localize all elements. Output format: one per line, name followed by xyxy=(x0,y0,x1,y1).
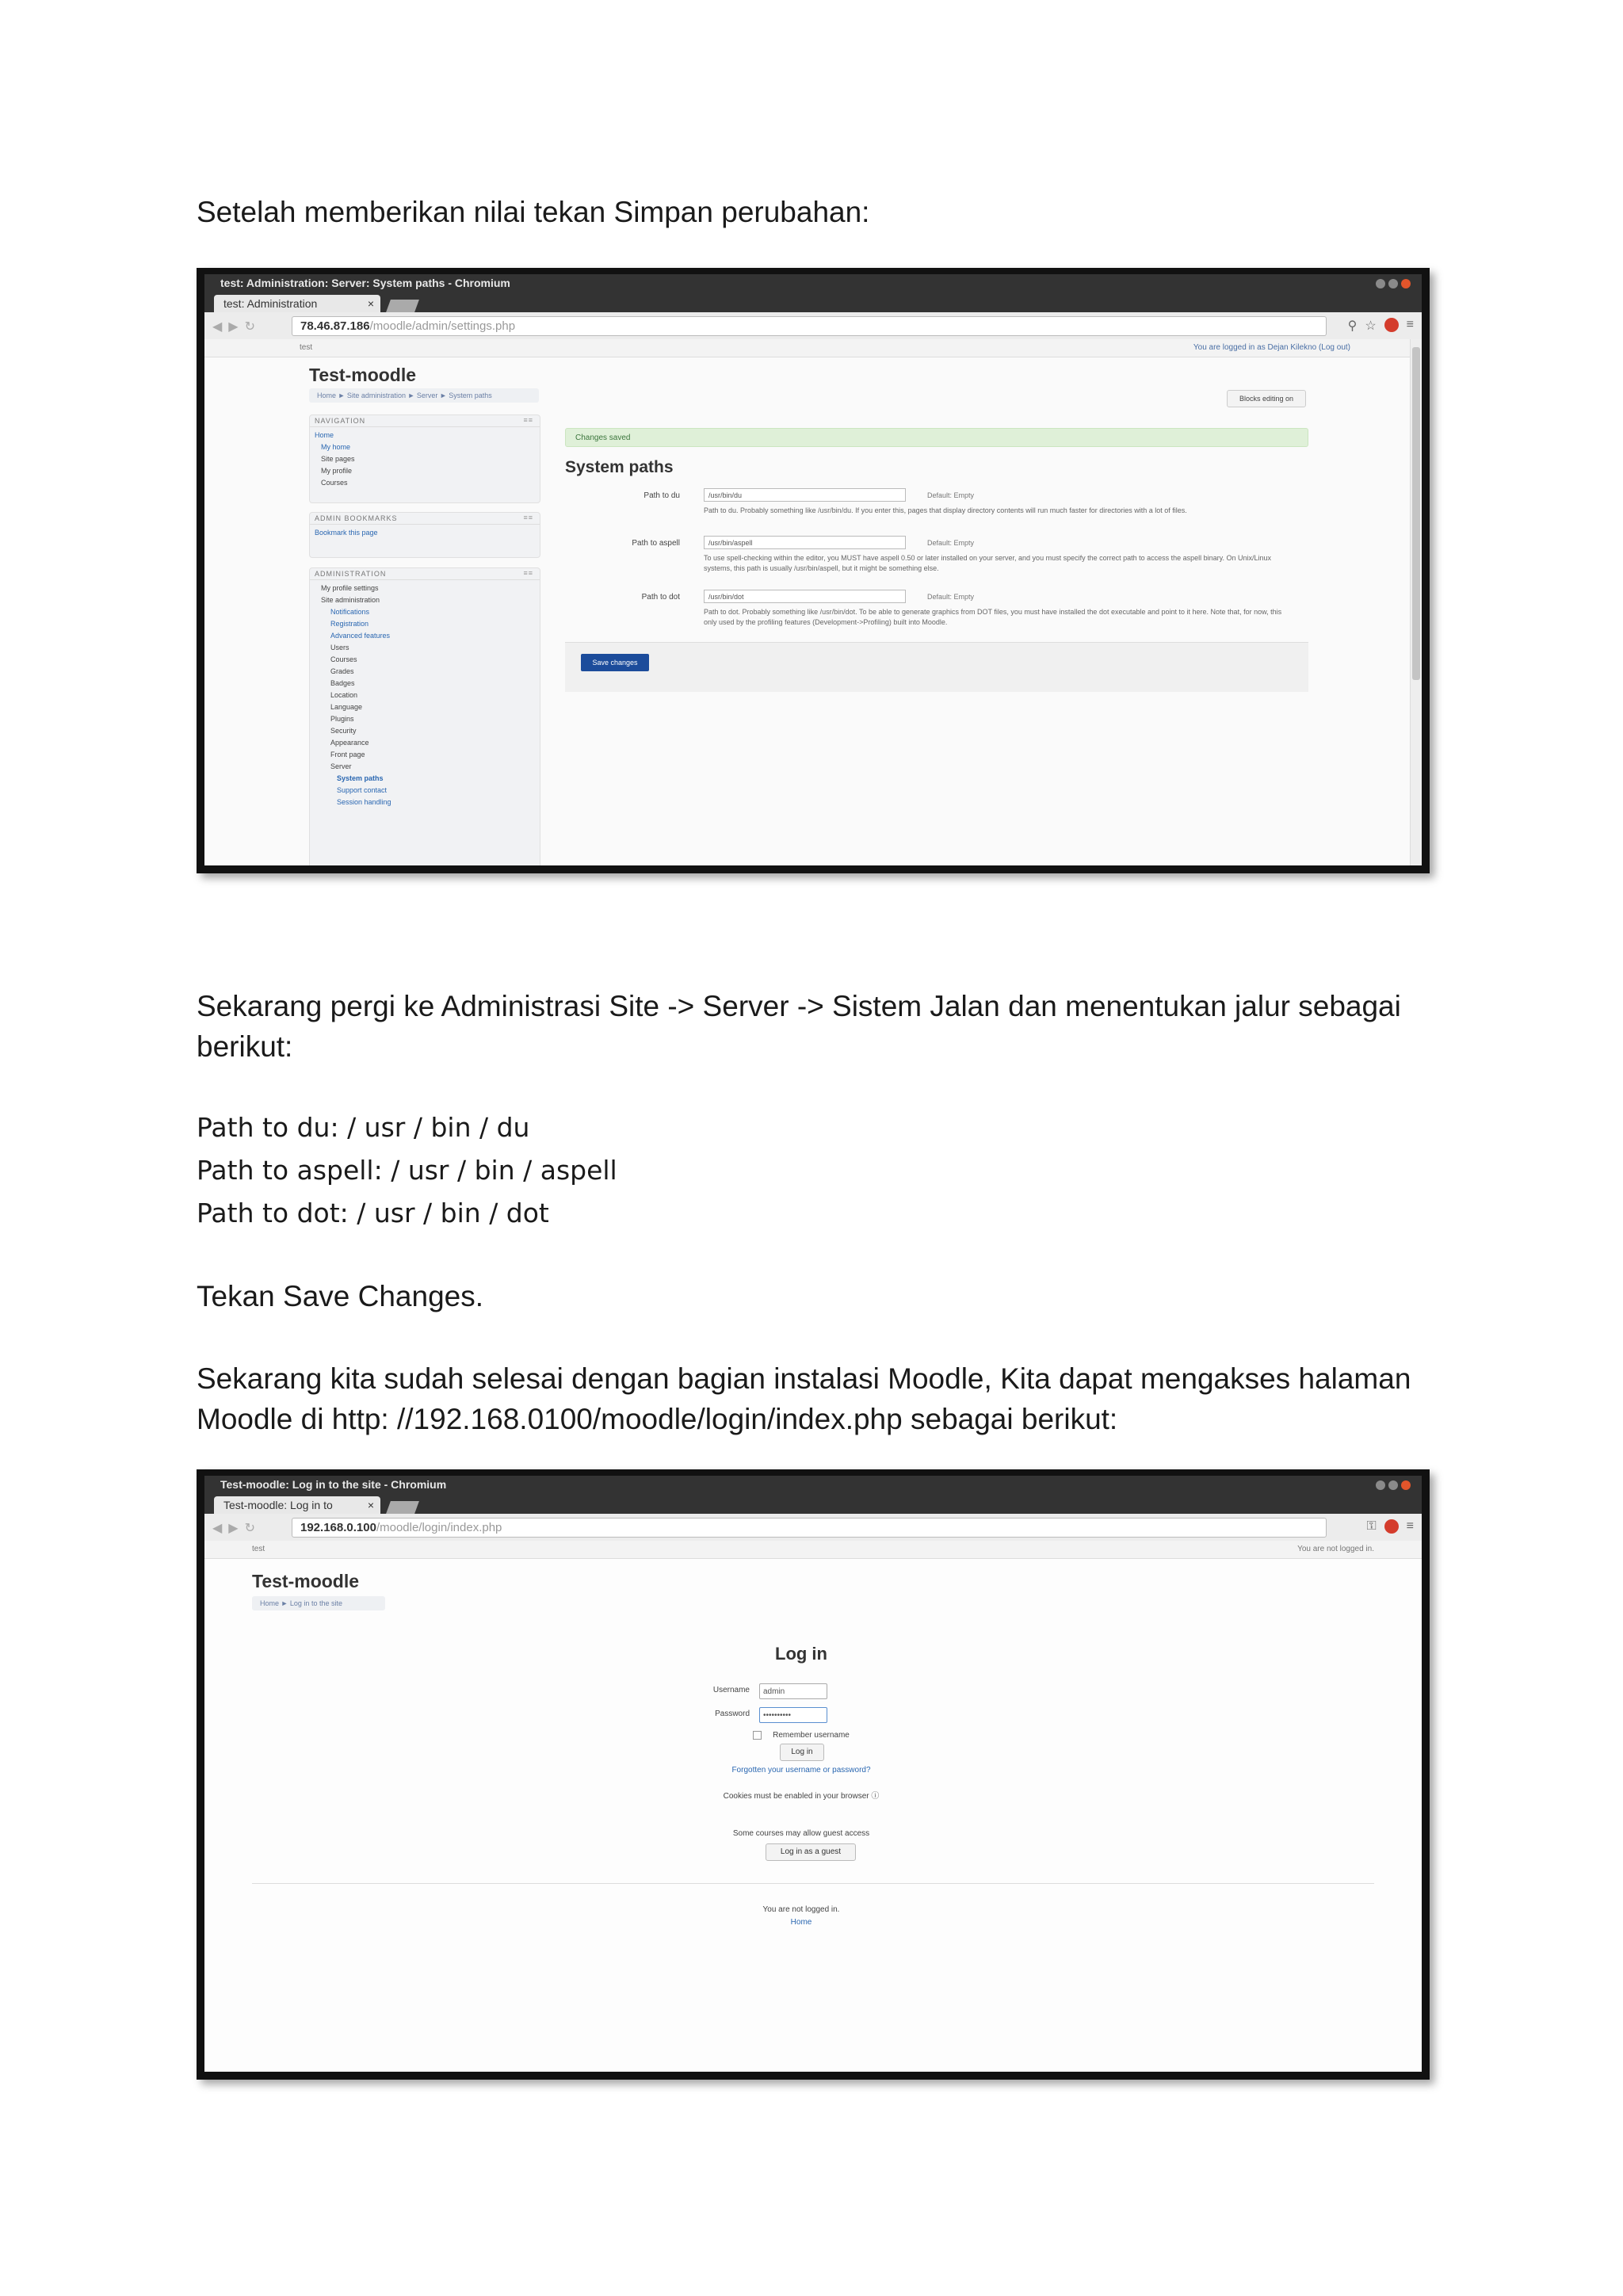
search-icon[interactable]: ⚲ xyxy=(1347,319,1358,333)
moodle-topbar xyxy=(204,1541,1422,1559)
screenshot-system-paths xyxy=(197,268,1430,873)
admin-bookmarks-block xyxy=(309,512,540,558)
browser-toolbar xyxy=(204,1514,1422,1541)
setting-label-aspell: Path to aspell xyxy=(632,539,680,548)
admin-item[interactable]: My profile settings xyxy=(321,584,379,592)
nav-item-courses[interactable]: Courses xyxy=(321,479,348,487)
admin-item[interactable]: Front page xyxy=(330,751,365,758)
setting-label-dot: Path to dot xyxy=(641,593,680,602)
bookmarks-title: ADMIN BOOKMARKS ≡≡ xyxy=(310,513,540,525)
administration-title: ADMINISTRATION ≡≡ xyxy=(310,568,540,580)
instruction-text: Sekarang pergi ke Administrasi Site -> Server -> Sistem Jalan dan menentukan jalur sebagai berikut: xyxy=(197,990,1401,1063)
admin-item[interactable]: Location xyxy=(330,691,358,699)
window-titlebar xyxy=(204,274,1422,292)
toolbar-icons xyxy=(1366,1519,1414,1534)
username-label: Username xyxy=(712,1686,750,1694)
path-aspell-input[interactable]: /usr/bin/aspell xyxy=(704,536,906,549)
nav-buttons[interactable]: ◀▶↻ xyxy=(212,320,262,334)
admin-item[interactable]: Courses xyxy=(330,655,357,663)
admin-item[interactable]: Session handling xyxy=(337,798,391,806)
changes-saved-notice: Changes saved xyxy=(565,428,1308,447)
new-tab-button[interactable] xyxy=(386,300,419,312)
address-bar[interactable]: 78.46.87.186/moodle/admin/settings.php xyxy=(292,316,1327,336)
cookies-note: Cookies must be enabled in your browser ⓘ xyxy=(723,1792,880,1801)
intro-text: Setelah memberikan nilai tekan Simpan perubahan: xyxy=(197,196,870,228)
browser-tab[interactable]: test: Administration × xyxy=(214,295,380,312)
navigation-title: NAVIGATION ≡≡ xyxy=(310,415,540,427)
blocks-editing-button[interactable]: Blocks editing on xyxy=(1227,390,1306,407)
path-aspell-line: Path to aspell: / usr / bin / aspell xyxy=(197,1155,617,1186)
extension-icon[interactable] xyxy=(1384,318,1399,332)
login-info[interactable]: You are logged in as Dejan Kilekno (Log out) xyxy=(1193,343,1350,352)
path-du-input[interactable]: /usr/bin/du xyxy=(704,488,906,502)
key-icon[interactable]: ⚿ xyxy=(1366,1519,1377,1533)
nav-item-my-home[interactable]: My home xyxy=(321,443,351,451)
guest-login-button[interactable]: Log in as a guest xyxy=(766,1843,856,1861)
admin-item[interactable]: Security xyxy=(330,727,357,735)
username-input[interactable]: admin xyxy=(759,1683,827,1699)
page-viewport xyxy=(204,1541,1422,2072)
setting-default-dot: Default: Empty xyxy=(927,593,975,601)
section-heading: System paths xyxy=(565,458,674,476)
site-short-name[interactable]: test xyxy=(252,1545,265,1553)
scrollbar-thumb[interactable] xyxy=(1412,347,1420,680)
setting-label-du: Path to du xyxy=(643,491,680,500)
window-title: test: Administration: Server: System paths - Chromium xyxy=(220,277,510,289)
login-heading: Log in xyxy=(775,1644,827,1664)
breadcrumb[interactable]: Home ► Log in to the site xyxy=(252,1596,385,1610)
save-note-text: Tekan Save Changes. xyxy=(197,1280,484,1312)
setting-desc-dot: Path to dot. Probably something like /usr/bin/dot. To be able to generate graphics from DOT files, you must have installed the dot executable and point to it here. Note that, for now, this only used by the profiling features (Development->Profiling) built into Moodle. xyxy=(704,608,1282,626)
site-short-name[interactable]: test xyxy=(300,343,313,352)
admin-item[interactable]: Registration xyxy=(330,620,369,628)
nav-item-site-pages[interactable]: Site pages xyxy=(321,455,355,463)
setting-desc-du: Path to du. Probably something like /usr/bin/du. If you enter this, pages that display directory contents will run much faster for directories with a lot of files. xyxy=(704,506,1187,514)
save-bar xyxy=(565,642,1308,692)
admin-item[interactable]: Support contact xyxy=(337,786,388,794)
close-tab-icon[interactable]: × xyxy=(367,1499,374,1511)
conclusion-text: Sekarang kita sudah selesai dengan bagian instalasi Moodle, Kita dapat mengakses halaman Moodle di http: //192.168.0100/moodle/login/index.php sebagai berikut: xyxy=(197,1362,1411,1435)
footer-divider xyxy=(252,1883,1374,1884)
admin-item[interactable]: Language xyxy=(330,703,363,711)
window-title: Test-moodle: Log in to the site - Chromium xyxy=(220,1478,447,1491)
administration-block xyxy=(309,567,540,865)
path-dot-line: Path to dot: / usr / bin / dot xyxy=(197,1198,549,1228)
window-titlebar xyxy=(204,1476,1422,1493)
password-input[interactable]: •••••••••• xyxy=(759,1707,827,1723)
tab-bar xyxy=(204,292,1422,312)
setting-desc-aspell: To use spell-checking within the editor, you MUST have aspell 0.50 or later installed on your server, and you must specify the correct path to access the aspell binary. On Unix/Linux systems, this path is usually /usr/bin/aspell, but it might be something else. xyxy=(704,554,1272,572)
password-label: Password xyxy=(715,1710,750,1718)
site-title[interactable]: Test-moodle xyxy=(309,365,417,385)
new-tab-button[interactable] xyxy=(386,1501,419,1514)
toolbar-icons xyxy=(1348,318,1414,334)
page-viewport xyxy=(204,339,1422,865)
nav-item-my-profile[interactable]: My profile xyxy=(321,467,353,475)
admin-item[interactable]: Notifications xyxy=(330,608,370,616)
moodle-topbar xyxy=(204,339,1422,357)
admin-item[interactable]: Badges xyxy=(330,679,355,687)
menu-icon[interactable]: ≡ xyxy=(1406,318,1414,331)
site-title[interactable]: Test-moodle xyxy=(252,1571,360,1591)
browser-tab[interactable]: Test-moodle: Log in to × xyxy=(214,1496,380,1514)
nav-item-home[interactable]: Home xyxy=(315,431,334,439)
login-button[interactable]: Log in xyxy=(780,1744,824,1761)
address-bar[interactable]: 192.168.0.100/moodle/login/index.php xyxy=(292,1518,1327,1538)
nav-buttons[interactable]: ◀▶↻ xyxy=(212,1522,262,1535)
remember-username[interactable] xyxy=(643,1731,960,1740)
extension-icon[interactable] xyxy=(1384,1519,1399,1534)
footer-login-status: You are not logged in. xyxy=(762,1905,840,1914)
screenshot-login xyxy=(197,1469,1430,2080)
remember-label: Remember username xyxy=(773,1731,850,1740)
admin-item[interactable]: Users xyxy=(330,644,349,651)
window-controls xyxy=(1376,1480,1411,1490)
login-status: You are not logged in. xyxy=(1297,1545,1374,1553)
admin-item[interactable]: Site administration xyxy=(321,596,380,604)
admin-item-active[interactable]: System paths xyxy=(337,774,384,782)
admin-item[interactable]: Appearance xyxy=(330,739,369,747)
scrollbar[interactable] xyxy=(1410,339,1422,865)
bookmark-page-link[interactable]: Bookmark this page xyxy=(315,529,378,537)
tab-bar xyxy=(204,1493,1422,1514)
forgot-password-link[interactable]: Forgotten your username or password? xyxy=(731,1766,871,1775)
admin-item[interactable]: Advanced features xyxy=(330,632,391,640)
remember-checkbox[interactable] xyxy=(753,1731,762,1740)
guest-note: Some courses may allow guest access xyxy=(732,1829,870,1838)
setting-default-aspell: Default: Empty xyxy=(927,539,975,547)
footer-home-link[interactable]: Home xyxy=(790,1918,812,1927)
path-du-line: Path to du: / usr / bin / du xyxy=(197,1112,530,1143)
navigation-block xyxy=(309,415,540,503)
close-tab-icon[interactable]: × xyxy=(367,297,374,310)
admin-item[interactable]: Grades xyxy=(330,667,354,675)
setting-default-du: Default: Empty xyxy=(927,491,975,499)
admin-item[interactable]: Server xyxy=(330,762,352,770)
save-changes-button[interactable]: Save changes xyxy=(581,654,649,671)
browser-toolbar xyxy=(204,312,1422,340)
window-controls xyxy=(1376,279,1411,288)
admin-item[interactable]: Plugins xyxy=(330,715,354,723)
menu-icon[interactable]: ≡ xyxy=(1406,1519,1414,1533)
path-dot-input[interactable]: /usr/bin/dot xyxy=(704,590,906,603)
star-icon[interactable]: ☆ xyxy=(1365,319,1377,333)
breadcrumb[interactable]: Home ► Site administration ► Server ► System paths xyxy=(309,388,539,403)
